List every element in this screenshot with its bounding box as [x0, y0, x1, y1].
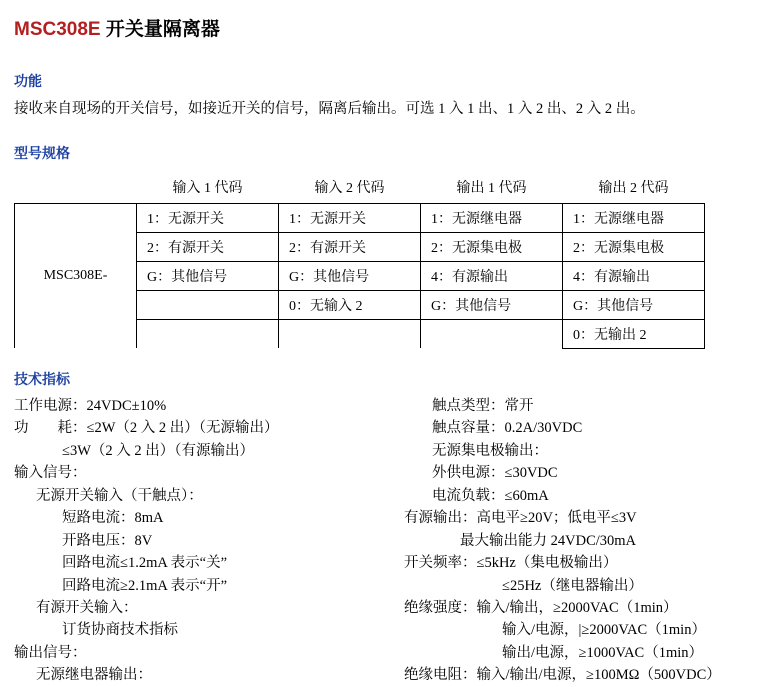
- spec-line: 有源输出：高电平≥20V；低电平≤3V: [404, 510, 637, 527]
- table-cell: 1：无源继电器: [421, 203, 563, 232]
- table-cell: G：其他信号: [421, 290, 563, 319]
- section-heading-spec: [14, 369, 758, 389]
- table-cell: G：其他信号: [279, 261, 421, 290]
- section-heading-function: 功能: [14, 73, 42, 89]
- table-cell: 2：无源集电极: [563, 232, 705, 261]
- table-cell: 0：无输入 2: [279, 290, 421, 319]
- spec-line: 绝缘强度：输入/输出，≥2000VAC（1min）: [404, 599, 678, 616]
- spec-line: 电流负载：≤60mA: [432, 487, 549, 504]
- table-cell: [137, 290, 279, 319]
- table-cell: 2：无源集电极: [421, 232, 563, 261]
- spec-line: 绝缘电阻：输入/输出/电源，≥100MΩ（500VDC）: [404, 667, 721, 684]
- model-spec-table: [14, 173, 705, 349]
- spec-line: 输出信号：: [14, 644, 87, 661]
- table-cell: 0：无输出 2: [563, 319, 705, 348]
- table-cell: 4：有源输出: [421, 261, 563, 290]
- table-header-cell: 输出 1 代码: [456, 180, 527, 196]
- table-cell: 1：无源继电器: [563, 203, 705, 232]
- model-row-label: MSC308E-: [15, 203, 137, 348]
- table-cell: G：其他信号: [137, 261, 279, 290]
- spec-columns: [14, 395, 758, 687]
- table-cell: 2：有源开关: [137, 232, 279, 261]
- spec-line: 有源开关输入：: [36, 599, 138, 616]
- spec-line: 最大输出能力 24VDC/30mA: [460, 532, 637, 549]
- spec-line: 无源集电极输出：: [432, 442, 548, 459]
- spec-line: 开路电压：8V: [62, 532, 153, 549]
- spec-line: 回路电流≥2.1mA 表示“开”: [62, 577, 228, 594]
- table-header-row: [15, 173, 705, 204]
- spec-line: 输出/电源，≥1000VAC（1min）: [502, 644, 704, 661]
- spec-line: ≤25Hz（继电器输出）: [502, 577, 643, 594]
- spec-line: 短路电流：8mA: [62, 510, 164, 527]
- table-header-cell: 输入 2 代码: [314, 180, 385, 196]
- spec-column-left: [14, 395, 404, 687]
- spec-line: 触点容量：0.2A/30VDC: [432, 420, 583, 437]
- table-cell: 4：有源输出: [563, 261, 705, 290]
- spec-line: 开关频率：≤5kHz（集电极输出）: [404, 555, 618, 572]
- product-name: 开关量隔离器: [100, 19, 220, 40]
- spec-line: 工作电源：24VDC±10%: [14, 397, 167, 414]
- table-header-cell: 输出 2 代码: [598, 180, 669, 196]
- table-cell: 1：无源开关: [279, 203, 421, 232]
- spec-line: 外供电源：≤30VDC: [432, 465, 558, 482]
- product-code: MSC308E: [14, 19, 101, 40]
- spec-line: 订货协商技术指标: [62, 622, 178, 639]
- spec-line: 回路电流≤1.2mA 表示“关”: [62, 555, 228, 572]
- spec-line: 触点类型：常开: [432, 397, 534, 414]
- spec-line: 输入/电源，|≥2000VAC（1min）: [502, 622, 706, 639]
- spec-line: 输入信号：: [14, 465, 87, 482]
- spec-line: 无源开关输入（干触点）：: [36, 487, 203, 504]
- page-title: [14, 14, 758, 41]
- spec-line: ≤3W（2 入 2 出）（有源输出）: [62, 442, 255, 459]
- section-heading-model: 型号规格: [14, 144, 70, 161]
- table-row: [15, 203, 705, 232]
- table-header-cell: 输入 1 代码: [172, 180, 243, 196]
- function-description: 接收来自现场的开关信号，如接近开关的信号，隔离后输出。可选 1 入 1 出、1 入 2 出、2 入 2 出。: [14, 101, 645, 117]
- table-cell: [137, 319, 279, 348]
- table-cell: G：其他信号: [563, 290, 705, 319]
- table-header-cell: [15, 173, 137, 204]
- table-cell: [421, 319, 563, 348]
- table-cell: 1：无源开关: [137, 203, 279, 232]
- spec-line: 无源继电器输出：: [36, 667, 152, 684]
- table-cell: [279, 319, 421, 348]
- spec-heading-text: 技术指标: [14, 370, 70, 387]
- table-cell: 2：有源开关: [279, 232, 421, 261]
- spec-line: 功 耗：≤2W（2 入 2 出）（无源输出）: [14, 420, 279, 437]
- spec-column-right: [404, 395, 758, 687]
